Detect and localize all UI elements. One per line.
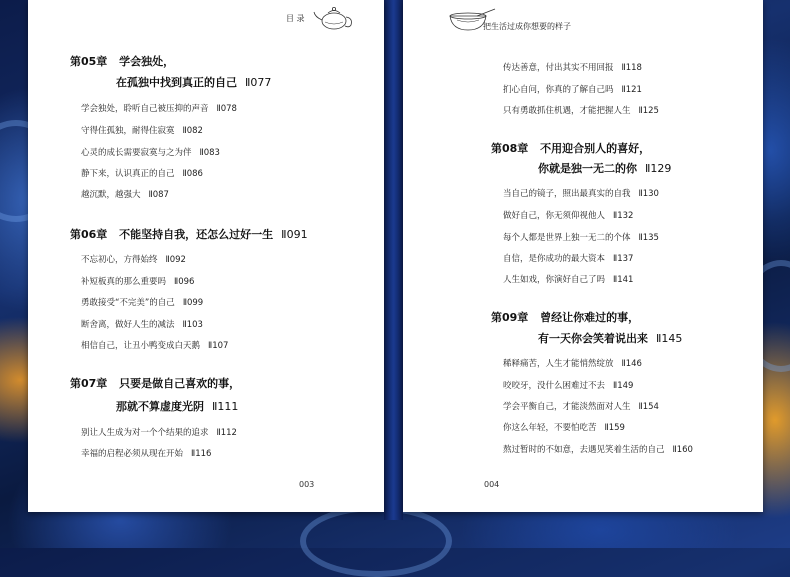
toc-entry-page: Ⅱ078 [216,104,237,114]
toc-entry-text: 每个人都是世界上独一无二的个体 [503,233,631,243]
toc-entry-text: 熬过暂时的不如意，去遇见笑着生活的自己 [503,445,665,455]
toc-entry-text: 只有勇敢抓住机遇，才能把握人生 [503,106,631,116]
toc-entry-page: Ⅱ132 [613,211,634,221]
toc-entry[interactable] [81,188,169,200]
toc-entry-text: 越沉默，越强大 [81,190,141,200]
chapter-title: 只要是做自己喜欢的事， [119,377,241,390]
toc-entry-page: Ⅱ135 [638,233,659,243]
background-swirl [300,505,452,577]
chapter-subtitle [116,398,238,414]
toc-entry-text: 相信自己，让丑小鸭变成白天鹅 [81,341,201,351]
right-page [403,0,763,512]
toc-entry-page: Ⅱ154 [638,402,659,412]
toc-entry-page: Ⅱ116 [191,449,212,459]
chapter-label: 第09章 [491,311,529,324]
chapter-title: 不能坚持自我，还怎么过好一生 [119,228,274,241]
toc-entry-text: 补短板真的那么重要吗 [81,277,167,287]
toc-entry[interactable] [503,187,659,199]
chapter-title: 学会独处， [119,55,175,68]
toc-entry[interactable] [503,61,642,73]
teapot-icon [312,4,356,32]
chapter-label: 第07章 [70,377,108,390]
chapter-page: Ⅱ091 [281,228,308,241]
chapter-title: 曾经让你难过的事， [540,311,640,324]
toc-entry-page: Ⅱ099 [182,298,204,308]
toc-entry[interactable] [81,253,186,265]
toc-entry-text: 传达善意，付出其实不用回报 [503,63,614,73]
toc-entry-text: 不忘初心，方得始终 [81,255,158,265]
toc-entry[interactable] [81,275,194,287]
toc-entry-text: 断舍离，做好人生的减法 [81,320,175,330]
toc-entry-page: Ⅱ130 [638,189,659,199]
chapter-heading [70,226,308,242]
toc-entry-text: 守得住孤独，耐得住寂寞 [81,126,175,136]
chapter-subtitle-text: 在孤独中找到真正的自己 [116,76,237,89]
chapter-heading [70,53,174,69]
toc-entry-page: Ⅱ096 [174,277,195,287]
left-page [28,0,384,512]
toc-entry[interactable] [81,296,203,308]
chapter-subtitle-text: 那就不算虚度光阴 [116,400,204,413]
toc-entry-page: Ⅱ087 [148,190,169,200]
chapter-title: 不用迎合别人的喜好， [540,142,651,155]
toc-entry-text: 当自己的镜子，照出最真实的自我 [503,189,631,199]
toc-entry[interactable] [81,102,237,114]
toc-entry[interactable] [503,421,625,433]
toc-entry-text: 学会平衡自己，才能淡然面对人生 [503,402,631,412]
chapter-subtitle-text: 你就是独一无二的你 [538,162,637,175]
chapter-subtitle [538,160,671,176]
toc-entry-text: 别让人生成为对一个个结果的追求 [81,428,209,438]
toc-entry-page: Ⅱ125 [638,106,659,116]
toc-entry-page: Ⅱ149 [613,381,634,391]
toc-entry-text: 你这么年轻，不要怕吃苦 [503,423,597,433]
toc-entry-page: Ⅱ112 [216,428,237,438]
chapter-label: 第08章 [491,142,529,155]
toc-entry-text: 自信，是你成功的最大资本 [503,254,606,264]
toc-entry-text: 勇敢接受“不完美”的自己 [81,298,175,308]
header-title: 目 录 [286,14,305,23]
toc-entry-text: 做好自己，你无须仰视他人 [503,211,606,221]
toc-entry-text: 学会独处，聆听自己被压抑的声音 [81,104,209,114]
toc-entry[interactable] [503,400,659,412]
toc-entry-page: Ⅱ082 [182,126,203,136]
chapter-heading [70,375,240,391]
toc-entry-text: 心灵的成长需要寂寞与之为伴 [81,148,192,158]
toc-entry[interactable] [503,104,659,116]
toc-entry[interactable] [503,357,642,369]
toc-entry[interactable] [503,209,633,221]
toc-entry-page: Ⅱ118 [621,63,642,73]
chapter-heading [491,140,650,156]
toc-entry-page: Ⅱ086 [182,169,203,179]
chapter-heading [491,309,639,325]
toc-entry[interactable] [81,318,203,330]
page-number: 004 [484,480,500,489]
toc-entry-page: Ⅱ141 [613,275,634,285]
page-number: 003 [299,480,315,489]
chapter-page: Ⅱ077 [245,76,272,89]
toc-entry-page: Ⅱ160 [672,445,693,455]
toc-entry-text: 幸福的启程必须从现在开始 [81,449,184,459]
toc-entry-text: 咬咬牙，没什么困难过不去 [503,381,606,391]
chapter-label: 第06章 [70,228,108,241]
toc-entry[interactable] [81,124,203,136]
toc-entry-page: Ⅱ159 [604,423,625,433]
toc-entry[interactable] [503,231,659,243]
toc-entry-page: Ⅱ083 [199,148,220,158]
toc-entry[interactable] [81,146,220,158]
chapter-label: 第05章 [70,55,108,68]
toc-entry-page: Ⅱ103 [182,320,203,330]
chapter-page: Ⅱ111 [212,400,239,413]
toc-entry[interactable] [81,167,203,179]
toc-entry[interactable] [81,447,211,459]
chapter-subtitle [538,330,682,346]
header-title: 把生活过成你想要的样子 [483,22,571,31]
chapter-page: Ⅱ145 [656,332,683,345]
toc-entry[interactable] [503,273,633,285]
chapter-subtitle-text: 有一天你会笑着说出来 [538,332,648,345]
toc-entry-page: Ⅱ146 [621,359,642,369]
chapter-page: Ⅱ129 [645,162,672,175]
toc-entry-page: Ⅱ121 [621,85,642,95]
book-spine [384,0,403,520]
toc-entry-text: 稀释痛苦，人生才能悄然绽放 [503,359,614,369]
toc-entry[interactable] [81,339,228,351]
toc-entry[interactable] [503,443,693,455]
toc-entry[interactable] [503,83,642,95]
toc-entry[interactable] [81,426,237,438]
toc-entry-text: 人生如戏，你演好自己了吗 [503,275,606,285]
toc-entry[interactable] [503,252,633,264]
toc-entry-text: 静下来，认识真正的自己 [81,169,175,179]
chapter-subtitle [116,74,271,90]
toc-entry-page: Ⅱ107 [208,341,229,351]
toc-entry-page: Ⅱ137 [613,254,634,264]
toc-entry[interactable] [503,379,633,391]
toc-entry-text: 扪心自问，你真的了解自己吗 [503,85,614,95]
toc-entry-page: Ⅱ092 [165,255,186,265]
